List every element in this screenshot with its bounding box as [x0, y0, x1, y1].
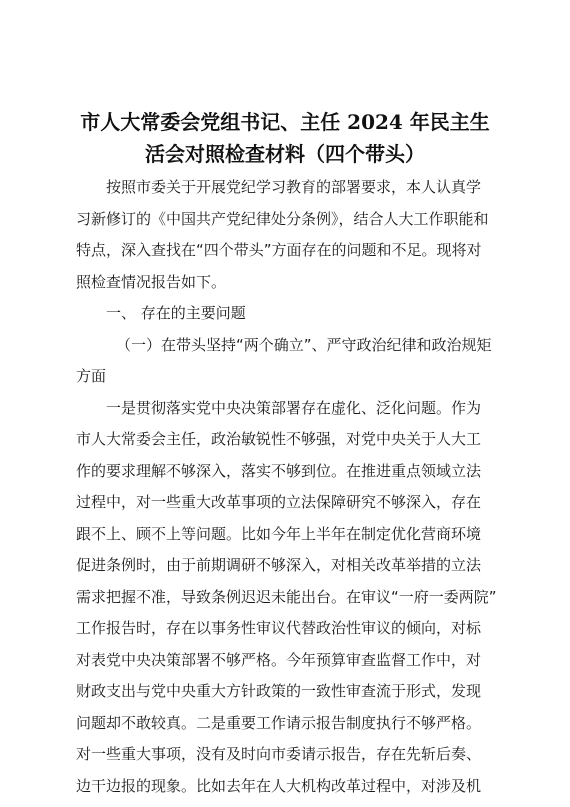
body-line: 按照市委关于开展党纪学习教育的部署要求，本人认真学	[106, 178, 482, 196]
body-line: 照检查情况报告如下。	[76, 272, 227, 291]
body-line: 促进条例时，由于前期调研不够深入，对相关改革举措的立法	[76, 556, 482, 574]
document-title-line1: 市人大常委会党组书记、主任 2024 年民主生	[80, 110, 490, 134]
body-line: 工作报告时，存在以事务性审议代替政治性审议的倾向，对标	[76, 619, 482, 637]
body-line: 边干边报的现象。比如去年在人大机构改革过程中，对涉及机	[76, 776, 482, 795]
body-line: 跟不上、顾不上等问题。比如今年上半年在制定优化营商环境	[76, 524, 482, 543]
section-heading: 一、 存在的主要问题	[106, 304, 246, 322]
body-line: 财政支出与党中央重大方针政策的一致性审查流于形式，发现	[76, 682, 482, 700]
document-body	[76, 172, 506, 802]
body-line: 作的要求理解不够深入，落实不够到位。在推进重点领域立法	[76, 461, 482, 480]
body-line: 对一些重大事项，没有及时向市委请示报告，存在先斩后奏、	[76, 745, 482, 763]
body-line: 一是贯彻落实党中央决策部署存在虚化、泛化问题。作为	[106, 398, 482, 417]
subsection-heading: （一）在带头坚持“两个确立”、严守政治纪律和政治规矩	[116, 335, 492, 354]
body-line: 习新修订的《中国共产党纪律处分条例》，结合人大工作职能和	[76, 209, 489, 228]
body-line: 需求把握不准，导致条例迟迟未能出台。在审议“一府一委两院”	[76, 587, 497, 606]
document-title-line2: 活会对照检查材料（四个带头）	[145, 142, 425, 166]
body-line: 对表党中央决策部署不够严格。今年预算审查监督工作中，对	[76, 650, 482, 669]
body-line: 特点，深入查找在“四个带头”方面存在的问题和不足。现将对	[76, 241, 482, 259]
body-line: 问题却不敢较真。二是重要工作请示报告制度执行不够严格。	[76, 713, 482, 732]
body-line: 过程中，对一些重大改革事项的立法保障研究不够深入，存在	[76, 493, 482, 511]
body-line: 市人大常委会主任，政治敏锐性不够强，对党中央关于人大工	[76, 430, 482, 448]
subsection-heading-continued: 方面	[76, 367, 107, 385]
